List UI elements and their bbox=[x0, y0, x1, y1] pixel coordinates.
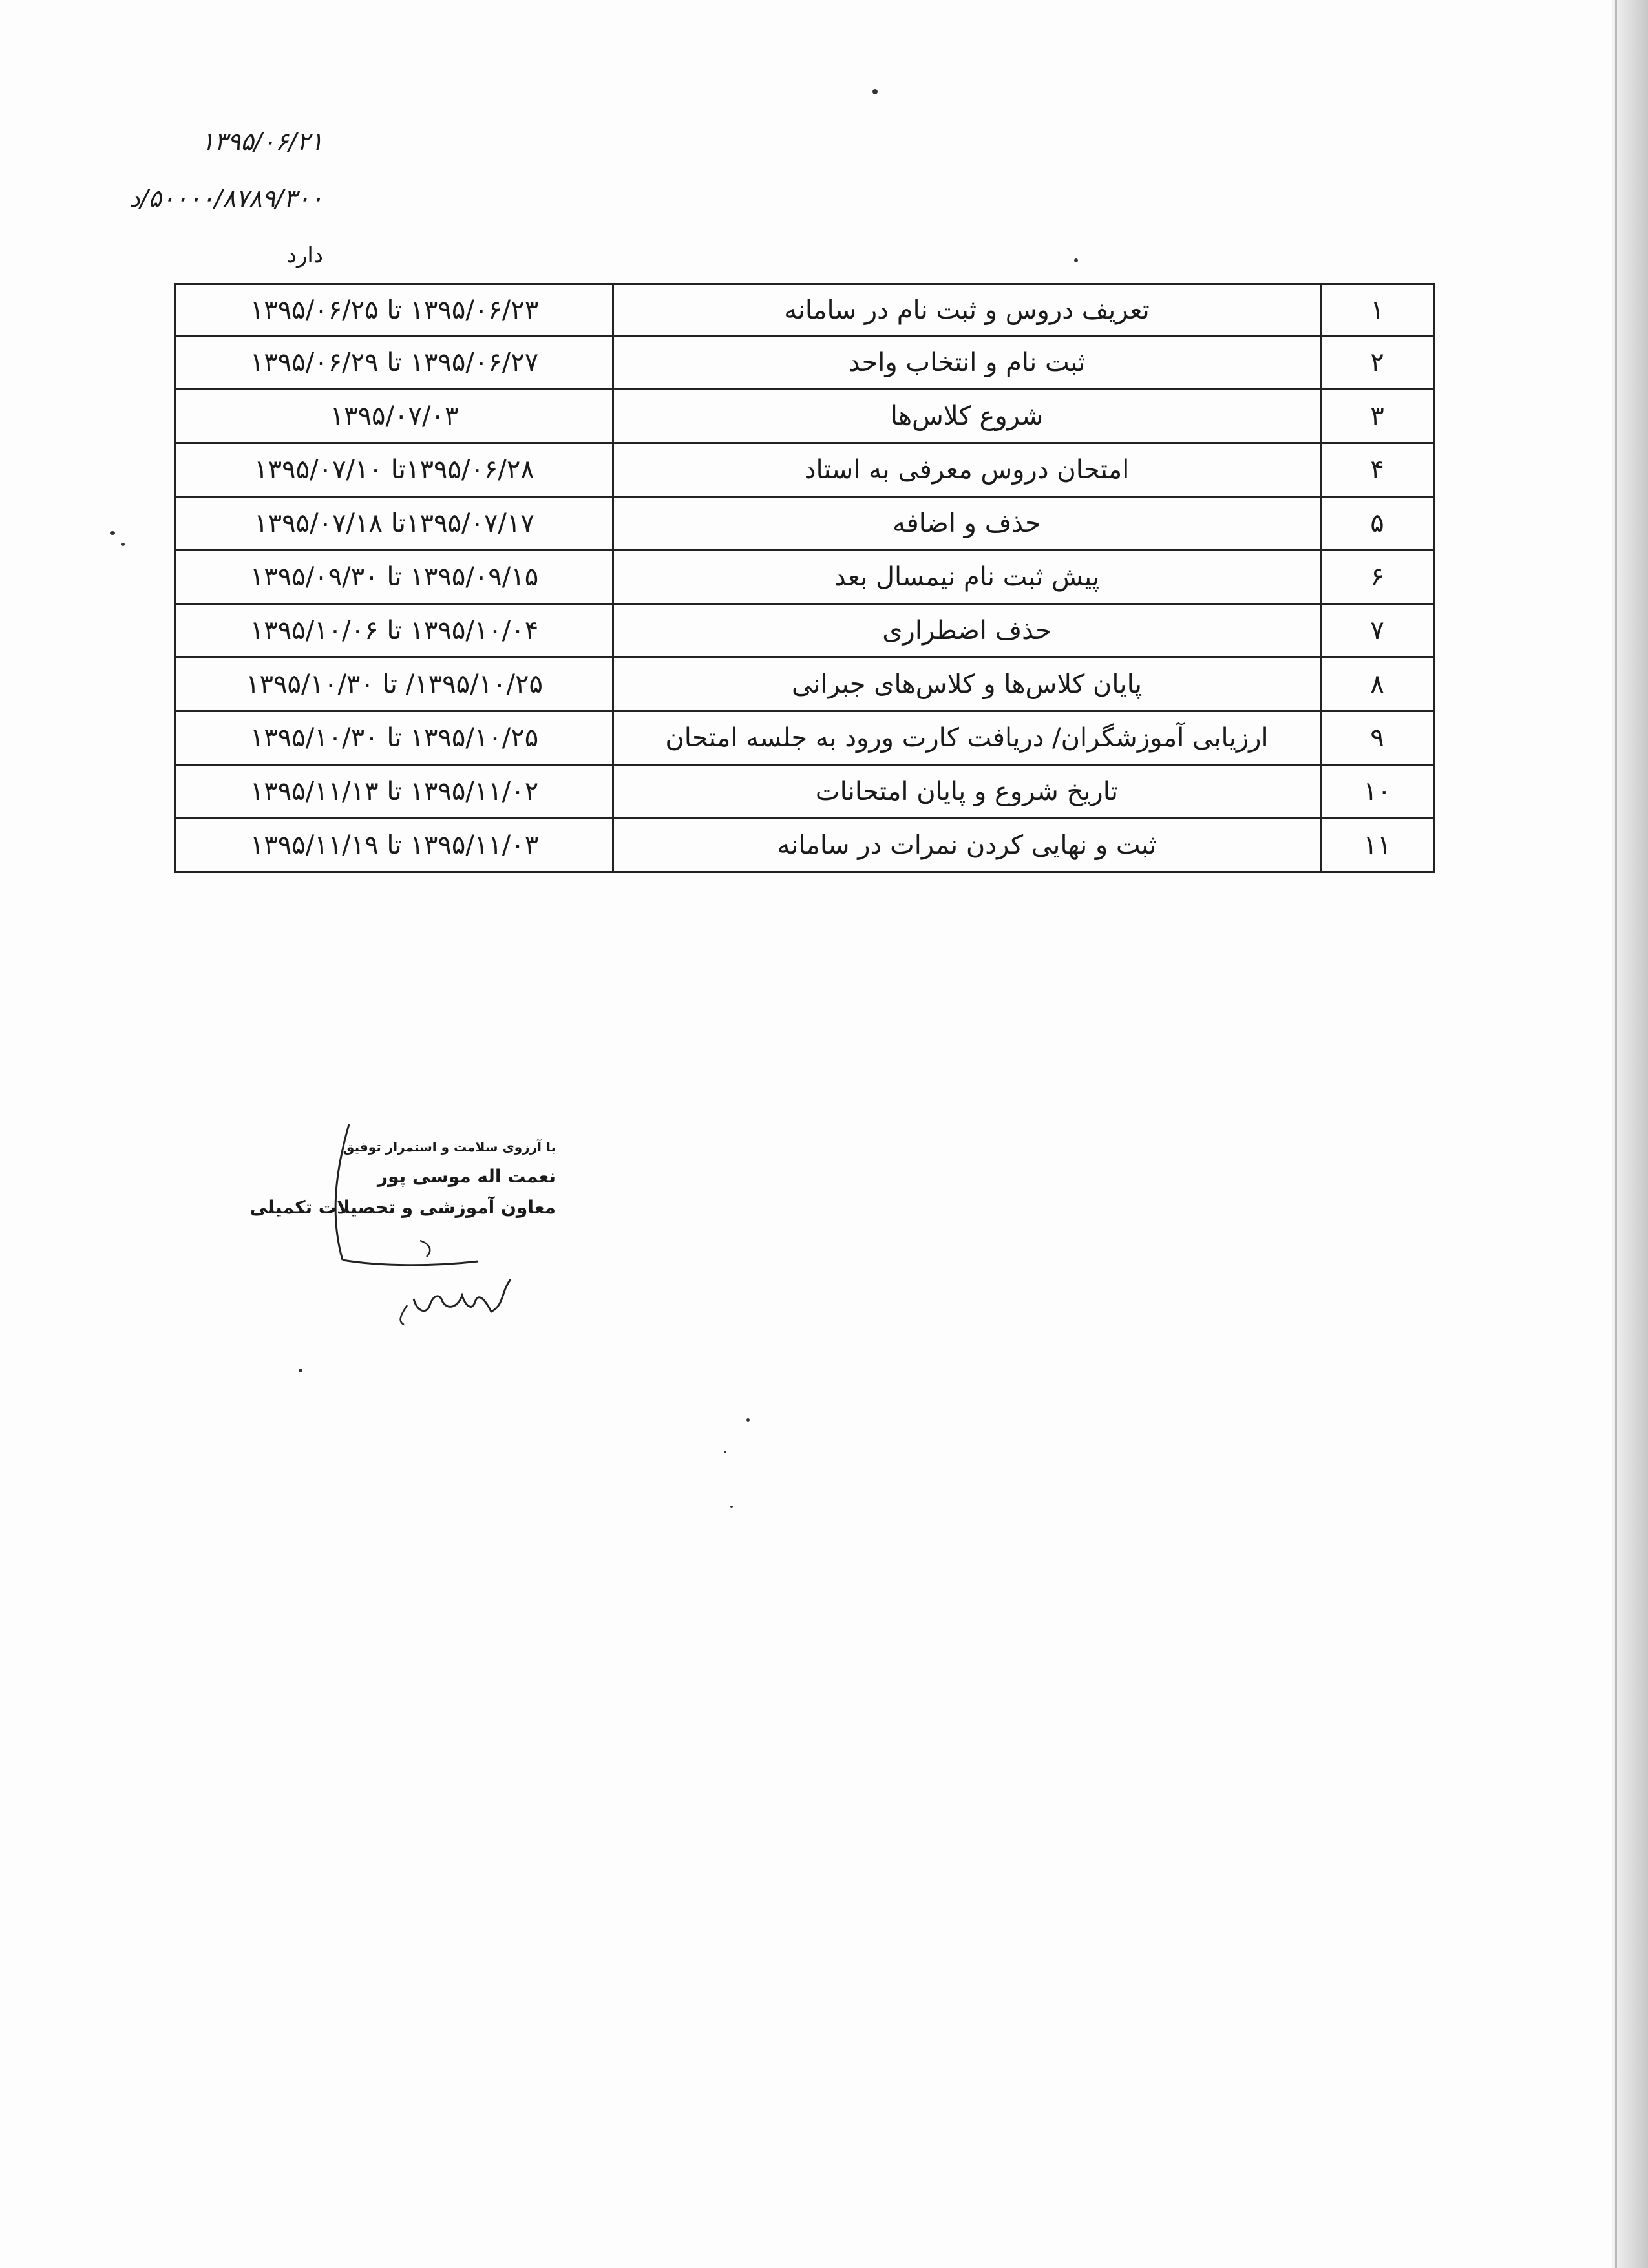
table-row bbox=[174, 498, 1435, 551]
scan-speck bbox=[299, 1369, 302, 1372]
row-number: ۳ bbox=[1320, 390, 1433, 442]
activity-cell: ثبت نام و انتخاب واحد bbox=[612, 337, 1320, 388]
table-row bbox=[174, 766, 1435, 819]
activity-cell: ثبت و نهایی کردن نمرات در سامانه bbox=[612, 819, 1320, 871]
closing-greeting: با آرزوی سلامت و استمرار توفیق bbox=[343, 1139, 556, 1155]
letter-attachment: دارد bbox=[286, 242, 323, 268]
letter-header bbox=[90, 113, 323, 284]
date-cell: ۱۳۹۵/۰۷/۱۷تا ۱۳۹۵/۰۷/۱۸ bbox=[254, 509, 534, 538]
table-row bbox=[174, 819, 1435, 873]
schedule-table bbox=[174, 283, 1435, 873]
row-number: ۱۱ bbox=[1320, 819, 1433, 871]
activity-cell: امتحان دروس معرفی به استاد bbox=[612, 444, 1320, 496]
scan-edge-line bbox=[1615, 0, 1617, 2268]
activity-cell: تاریخ شروع و پایان امتحانات bbox=[612, 766, 1320, 817]
date-cell: ۱۳۹۵/۱۱/۰۲ تا ۱۳۹۵/۱۱/۱۳ bbox=[249, 777, 539, 806]
scan-speck bbox=[724, 1451, 726, 1453]
table-row bbox=[174, 551, 1435, 605]
table-row bbox=[174, 337, 1435, 390]
row-number: ۹ bbox=[1320, 712, 1433, 764]
table-row bbox=[174, 658, 1435, 712]
scan-speck bbox=[1074, 258, 1078, 262]
scan-speck bbox=[746, 1418, 750, 1422]
date-cell: ۱۳۹۵/۰۶/۲۷ تا ۱۳۹۵/۰۶/۲۹ bbox=[249, 348, 539, 377]
row-number: ۶ bbox=[1320, 551, 1433, 603]
table-row bbox=[174, 390, 1435, 444]
row-number: ۴ bbox=[1320, 444, 1433, 496]
row-number: ۵ bbox=[1320, 498, 1433, 549]
table-row bbox=[174, 283, 1435, 337]
date-cell: ۱۳۹۵/۱۰/۲۵/ تا ۱۳۹۵/۱۰/۳۰ bbox=[246, 669, 543, 699]
table-row bbox=[174, 605, 1435, 658]
date-cell: ۱۳۹۵/۱۰/۰۴ تا ۱۳۹۵/۱۰/۰۶ bbox=[249, 616, 539, 646]
activity-cell: حذف اضطراری bbox=[612, 605, 1320, 656]
row-number: ۷ bbox=[1320, 605, 1433, 656]
scan-speck bbox=[110, 531, 115, 535]
activity-cell: پایان کلاس‌ها و کلاس‌های جبرانی bbox=[612, 658, 1320, 710]
letter-date: ۱۳۹۵/۰۶/۲۱ bbox=[201, 127, 323, 156]
activity-cell: پیش ثبت نام نیمسال بعد bbox=[612, 551, 1320, 603]
scan-speck bbox=[872, 89, 878, 94]
signatory-title: معاون آموزشی و تحصیلات تکمیلی bbox=[249, 1197, 556, 1218]
row-number: ۱۰ bbox=[1320, 766, 1433, 817]
letter-number: ۵۰۰۰۰/۸۷۸۹/۳۰۰/د bbox=[129, 184, 323, 213]
date-cell: ۱۳۹۵/۱۰/۲۵ تا ۱۳۹۵/۱۰/۳۰ bbox=[249, 723, 539, 753]
signatory-name: نعمت اله موسی پور bbox=[377, 1166, 556, 1187]
row-number: ۸ bbox=[1320, 658, 1433, 710]
date-cell: ۱۳۹۵/۰۶/۲۸تا ۱۳۹۵/۰۷/۱۰ bbox=[254, 455, 534, 485]
scan-speck bbox=[121, 543, 125, 546]
date-cell: ۱۳۹۵/۰۹/۱۵ تا ۱۳۹۵/۰۹/۳۰ bbox=[249, 562, 539, 592]
date-cell: ۱۳۹۵/۰۷/۰۳ bbox=[330, 401, 459, 431]
activity-cell: شروع کلاس‌ها bbox=[612, 390, 1320, 442]
table-row bbox=[174, 444, 1435, 498]
handwritten-initials bbox=[388, 1266, 517, 1331]
activity-cell: حذف و اضافه bbox=[612, 498, 1320, 549]
activity-cell: ارزیابی آموزشگران/ دریافت کارت ورود به جلسه امتحان bbox=[612, 712, 1320, 764]
row-number: ۲ bbox=[1320, 337, 1433, 388]
scan-speck bbox=[730, 1506, 733, 1508]
scan-edge-shadow bbox=[1612, 0, 1648, 2268]
table-row bbox=[174, 712, 1435, 766]
date-cell: ۱۳۹۵/۱۱/۰۳ تا ۱۳۹۵/۱۱/۱۹ bbox=[249, 830, 539, 860]
row-number: ۱ bbox=[1320, 285, 1433, 335]
date-cell: ۱۳۹۵/۰۶/۲۳ تا ۱۳۹۵/۰۶/۲۵ bbox=[249, 295, 539, 325]
activity-cell: تعریف دروس و ثبت نام در سامانه bbox=[612, 285, 1320, 335]
closing-block bbox=[249, 1134, 556, 1222]
